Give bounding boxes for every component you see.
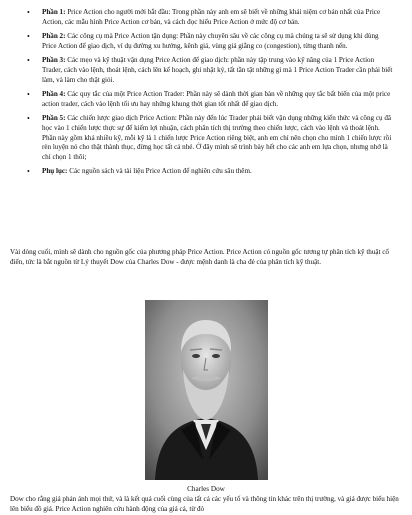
bullet-icon: •	[27, 114, 30, 124]
bullet-icon: •	[27, 56, 30, 66]
chapter-label: Phụ lục:	[42, 167, 68, 176]
chapter-description: Các chiến lược giao dịch Price Action: Phần này đến lúc Trader phải biết vận dụng những kiến thức và công cụ đã học vào 1 chiến lược thực sự để kiếm lợi nhuận, cách phân tích thị trường theo chiến lược, cách vào lệnh và thoát lệnh. Phần này gồm khá nhiều kỹ, mỗi kỹ là 1 chiến lược Price Action riêng biệt, anh em chỉ nên chọn cho mình 1 chiến lược rồi rèn luyện nó cho thật thành thục, đừng học tất cả nhé. Ở đây mình sẽ trình bày hết cho các anh em lựa chọn, nhưng nhớ là chỉ chọn 1 thôi;	[42, 114, 392, 161]
charles-dow-portrait	[145, 300, 268, 480]
bullet-icon: •	[27, 8, 30, 17]
intro-paragraph: Vài dòng cuối, mình sẽ dành cho nguồn gốc của phương pháp Price Action. Price Action có nguồn gốc tương tự phân tích kỹ thuật cổ điển, tức là bắt nguồn từ Lý thuyết Dow của Charles Dow - được mệnh danh là cha đẻ của phân tích kỹ thuật.	[10, 248, 389, 266]
chapter-label: Phần 5:	[42, 114, 66, 123]
bullet-icon: •	[27, 90, 30, 100]
chapter-list	[24, 8, 394, 182]
chapter-item	[24, 167, 394, 177]
chapter-description: Các nguồn sách và tài liệu Price Action để nghiên cứu sâu thêm.	[67, 167, 252, 176]
chapter-item	[24, 114, 394, 162]
chapter-label: Phần 4:	[42, 90, 66, 99]
chapter-label: Phần 3:	[42, 56, 66, 65]
chapter-description: Các mẹo và kỹ thuật vận dụng Price Action để giao dịch: phần này tập trung vào kỹ năng của 1 Price Action Trader, cách vào lệnh, thoát lệnh, cách lên kế hoạch, ghi nhật ký, tất tần tật những gì mà 1 Price Action Trader cần phải biết làm, và làm cho thật giỏi.	[42, 56, 393, 84]
chapter-description: Price Action cho người mới bắt đầu: Trong phần này anh em sẽ biết về những khái niệm cơ bản nhất của Price Action, các mẫu hình Price Action cơ bản, và cách đọc hiểu Price Action ở mức độ cơ bản.	[42, 8, 381, 26]
chapter-description: Các công cụ mà Price Action tận dụng: Phần này chuyên sâu về các công cụ mà chúng ta sẽ sử dụng khi dùng Price Action để giao dịch, ví dụ đường xu hướng, kênh giá, vùng giá giằng co (congestion), từng thanh nến.	[42, 32, 379, 50]
chapter-description: Các quy tắc của một Price Action Trader: Phần này sẽ dành thời gian bàn về những quy tắc bất biến của một price action trader, cách vào lệnh tối ưu hay những khung thời gian tốt nhất để giao dịch.	[42, 90, 391, 108]
dow-paragraph: Dow cho rằng giá phản ánh mọi thứ, và là kết quả cuối cùng của tất cả các yếu tố và thông tin khác trên thị trường, và giá được biểu hiện lên biểu đồ giá. Price Action nghiên cứu hành động của giá cả, từ đó	[10, 495, 399, 513]
bullet-icon: •	[27, 32, 30, 42]
chapter-label: Phần 1:	[42, 8, 66, 16]
chapter-label: Phần 2:	[42, 32, 66, 41]
chapter-item	[24, 56, 394, 85]
chapter-item	[24, 8, 394, 27]
portrait-caption: Charles Dow	[187, 485, 225, 493]
chapter-item	[24, 90, 394, 109]
chapter-item	[24, 32, 394, 51]
bullet-icon: •	[27, 167, 30, 177]
